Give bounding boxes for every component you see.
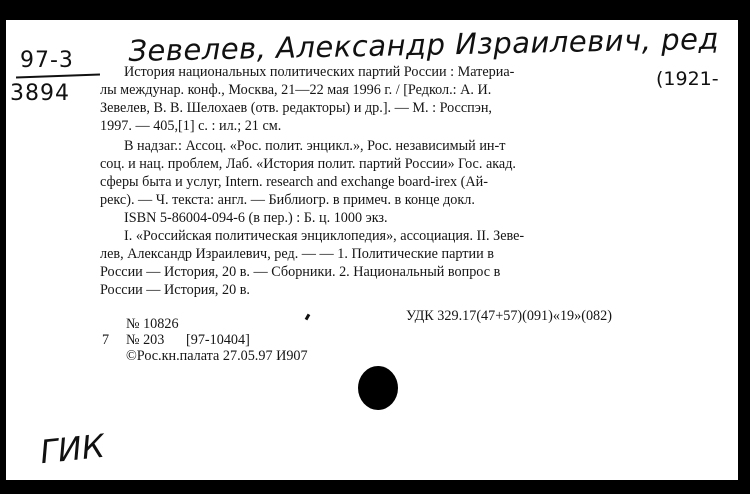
entry-line: сферы быта и услуг, Intern. research and exchange board-irex (Ай-	[100, 174, 488, 190]
handwritten-heading: Зевелев, Александр Израилевич, ред	[128, 21, 720, 68]
call-number-top: 97-3	[20, 48, 74, 73]
entry-line: I. «Российская политическая энциклопедия», ассоциация. II. Зеве-	[124, 228, 525, 244]
entry-line: Зевелев, В. В. Шелохаев (отв. редакторы) и др.]. — М. : Росспэн,	[100, 100, 492, 116]
call-number-underline	[16, 74, 100, 79]
book-chamber-line: ©Рос.кн.палата 27.05.97 И907	[126, 348, 308, 364]
handwritten-mark-bottom: ГИК	[38, 426, 107, 472]
entry-line: В надзаг.: Ассоц. «Рос. полит. энцикл.», Рос. независимый ин-т	[124, 138, 506, 154]
record-number-2: № 203	[126, 332, 165, 348]
record-number: № 10826	[126, 316, 179, 332]
handwritten-year: (1921-	[656, 68, 719, 90]
call-number-bottom: 3894	[10, 81, 70, 106]
entry-line: России — История, 20 в.	[100, 282, 250, 298]
isbn-line: ISBN 5-86004-094-6 (в пер.) : Б. ц. 1000 экз.	[124, 210, 388, 226]
entry-line: соц. и нац. проблем, Лаб. «История полит. партий России» Гос. акад.	[100, 156, 516, 172]
bracket-number: [97-10404]	[186, 332, 250, 348]
stray-mark	[305, 314, 311, 321]
ink-blot	[358, 366, 398, 410]
side-number: 7	[102, 332, 110, 348]
entry-line: рекс). — Ч. текста: англ. — Библиогр. в примеч. в конце докл.	[100, 192, 475, 208]
entry-line: История национальных политических партий России : Материа-	[124, 64, 515, 80]
udc-code: УДК 329.17(47+57)(091)«19»(082)	[406, 308, 612, 324]
catalog-card	[6, 20, 738, 480]
entry-line: лев, Александр Израилевич, ред. — — 1. Политические партии в	[100, 246, 494, 262]
entry-line: лы междунар. конф., Москва, 21—22 мая 1996 г. / [Редкол.: А. И.	[100, 82, 492, 98]
entry-line: России — История, 20 в. — Сборники. 2. Национальный вопрос в	[100, 264, 501, 280]
entry-line: 1997. — 405,[1] с. : ил.; 21 см.	[100, 118, 282, 134]
